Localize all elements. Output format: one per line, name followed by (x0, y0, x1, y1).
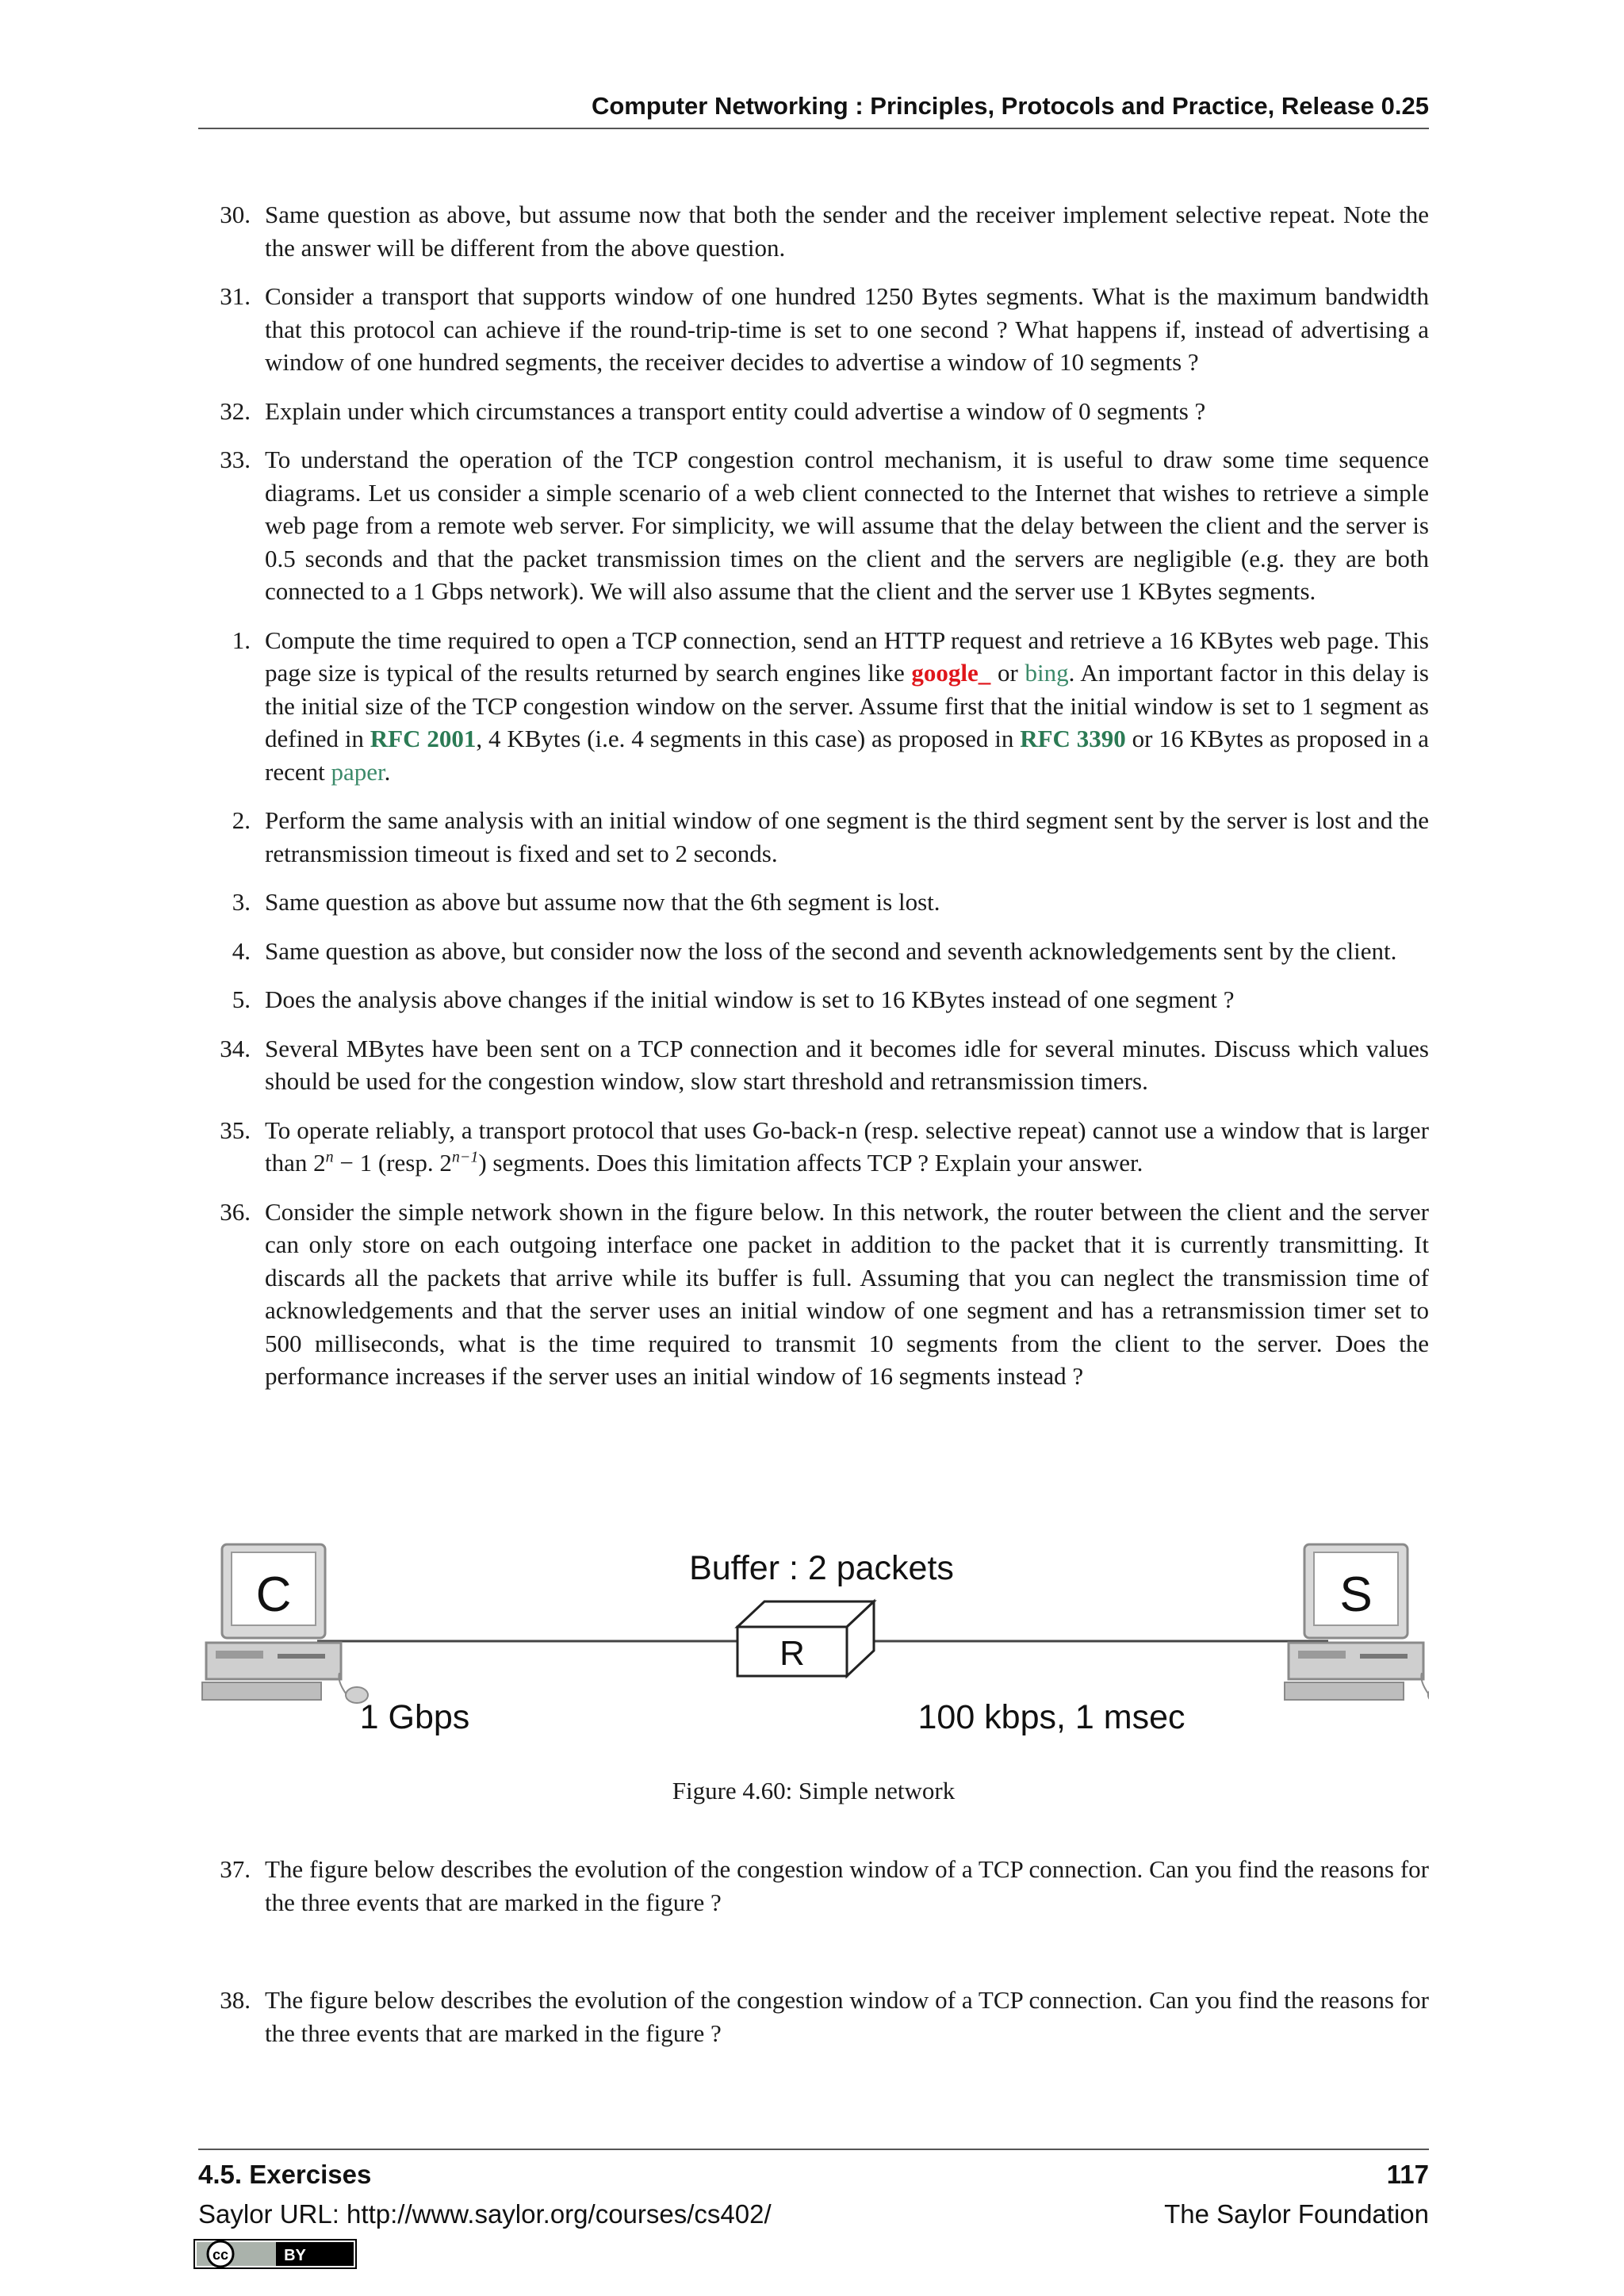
question-30 (198, 198, 1429, 264)
question-number: 31. (220, 282, 251, 310)
question-number: 38. (220, 1986, 251, 2014)
question-33 (198, 443, 1429, 608)
question-37 (198, 1853, 1429, 1919)
exponent: n (325, 1148, 334, 1166)
rfc-3390-link[interactable]: RFC 3390 (1020, 725, 1126, 752)
client-label: C (255, 1567, 292, 1622)
footer-url: Saylor URL: http://www.saylor.org/courses/cs402/ (198, 2199, 772, 2229)
subquestion-1 (198, 624, 1429, 789)
network-diagram (198, 1538, 1429, 1760)
subquestion-text-part: . An important factor in this delay is the initial size of the TCP congestion window on the server. Assume first that the initial window is set to 1 segment as defined in (265, 659, 1429, 752)
subquestion-text-part: or 16 KBytes as proposed in a recent (265, 725, 1429, 786)
subquestion-2 (198, 804, 1429, 870)
subquestion-4 (198, 935, 1429, 968)
paper-link[interactable]: paper (331, 757, 385, 786)
subquestion-number: 1. (232, 626, 251, 654)
buffer-label: Buffer : 2 packets (689, 1549, 954, 1587)
subquestion-text: Same question as above, but consider now the loss of the second and seventh acknowledgements sent by the client. (265, 936, 1397, 965)
subquestion-text: Does the analysis above changes if the initial window is set to 16 KBytes instead of one segment ? (265, 985, 1235, 1013)
subquestion-text: Perform the same analysis with an initial window of one segment is the third segment sent by the server is lost and the retransmission timeout is fixed and set to 2 seconds. (265, 806, 1429, 867)
question-text: The figure below describes the evolution of the congestion window of a TCP connection. Can you find the reasons for the three events that are marked in the figure ? (265, 1986, 1429, 2047)
by-label: BY (284, 2247, 306, 2264)
subquestion-text-part: , 4 KBytes (i.e. 4 segments in this case) as proposed in (476, 725, 1021, 752)
rfc-2001-link[interactable]: RFC 2001 (370, 725, 477, 752)
server-label: S (1339, 1567, 1373, 1622)
running-header: Computer Networking : Principles, Protocols and Practice, Release 0.25 (591, 92, 1429, 120)
question-number: 35. (220, 1115, 251, 1144)
network-figure (198, 1538, 1429, 1760)
question-38 (198, 1984, 1429, 2049)
question-list-bottom (198, 1853, 1429, 2049)
subquestion-text: Same question as above but assume now that the 6th segment is lost. (265, 888, 940, 916)
question-text-part: − 1 (resp. 2 (333, 1149, 452, 1177)
question-number: 34. (220, 1034, 251, 1062)
question-text: Same question as above, but assume now that both the sender and the receiver implement selective repeat. Note the the answer will be different from the above question. (265, 201, 1429, 262)
question-text: Consider a transport that supports window of one hundred 1250 Bytes segments. What is the maximum bandwidth that this protocol can achieve if the round-trip-time is set to one second ? What happens if, instead of advertising a window of one hundred segments, the receiver decides to advertise a window of 10 segments ? (265, 282, 1429, 376)
question-35 (198, 1114, 1429, 1180)
question-text: To understand the operation of the TCP congestion control mechanism, it is useful to draw some time sequence diagrams. Let us consider a simple scenario of a web client connected to the Internet that wishes to retrieve a simple web page from a remote web server. For simplicity, we will assume that the delay between the client and the server is 0.5 seconds and that the packet transmission times on the client and the servers are negligible (e.g. they are both connected to a 1 Gbps network). We will also assume that the client and the server use 1 KBytes segments. (265, 446, 1429, 605)
subquestion-text-part: Compute the time required to open a TCP connection, send an HTTP request and retrieve a 16 KBytes web page. This page size is typical of the results returned by search engines like (265, 626, 1429, 687)
exponent: n−1 (451, 1148, 479, 1166)
subquestion-3 (198, 886, 1429, 919)
footer-rule (198, 2149, 1429, 2150)
subquestion-text-part: or (990, 659, 1025, 687)
subquestion-number: 5. (232, 985, 251, 1013)
router-label: R (779, 1634, 805, 1673)
google-link[interactable]: google_ (911, 659, 991, 687)
question-36 (198, 1196, 1429, 1393)
question-text-part: To operate reliably, a transport protocol that uses Go-back-n (resp. selective repeat) cannot use a window that is larger than 2 (265, 1115, 1429, 1177)
question-text: The figure below describes the evolution of the congestion window of a TCP connection. Can you find the reasons for the three events that are marked in the figure ? (265, 1855, 1429, 1916)
question-number: 30. (220, 201, 251, 228)
question-number: 33. (220, 446, 251, 473)
figure-caption: Figure 4.60: Simple network (672, 1777, 956, 1804)
question-text-part: ) segments. Does this limitation affects TCP ? Explain your answer. (478, 1149, 1143, 1177)
header-rule (198, 128, 1429, 129)
question-32 (198, 395, 1429, 428)
bing-link[interactable]: bing (1025, 659, 1069, 687)
question-number: 36. (220, 1197, 251, 1226)
question-text: Explain under which circumstances a transport entity could advertise a window of 0 segments ? (265, 396, 1206, 425)
page-number: 117 (1386, 2160, 1429, 2189)
subquestion-5 (198, 983, 1429, 1016)
question-list-top (198, 198, 1429, 1393)
router-box-icon (737, 1601, 874, 1676)
question-number: 37. (220, 1855, 251, 1883)
subquestion-number: 4. (232, 936, 251, 965)
cc-label: cc (212, 2247, 229, 2263)
left-link-label: 1 Gbps (359, 1698, 470, 1736)
question-text: Several MBytes have been sent on a TCP connection and it becomes idle for several minutes. Discuss which values should be used for the congestion window, slow start threshold and retransmission timers. (265, 1034, 1429, 1095)
question-text: Consider the simple network shown in the figure below. In this network, the router between the client and the server can only store on each outgoing interface one packet in addition to the packet that it is currently transmitting. It discards all the packets that arrive while its buffer is full. Assuming that you can neglect the transmission time of acknowledgements and that the server uses an initial window of one segment and has a retransmission timer set to 500 milliseconds, what is the time required to transmit 10 segments from the client to the server. Does the performance increases if the server uses an initial window of 16 segments instead ? (265, 1197, 1429, 1390)
cc-by-license-icon (193, 2239, 357, 2269)
subquestion-text-part: . (384, 757, 391, 786)
footer-section: 4.5. Exercises (198, 2160, 372, 2189)
subquestion-number: 2. (232, 806, 251, 834)
question-number: 32. (220, 396, 251, 425)
right-link-label: 100 kbps, 1 msec (917, 1698, 1185, 1736)
subquestion-number: 3. (232, 888, 251, 916)
footer-org: The Saylor Foundation (1164, 2199, 1429, 2229)
question-34 (198, 1032, 1429, 1098)
question-31 (198, 280, 1429, 379)
